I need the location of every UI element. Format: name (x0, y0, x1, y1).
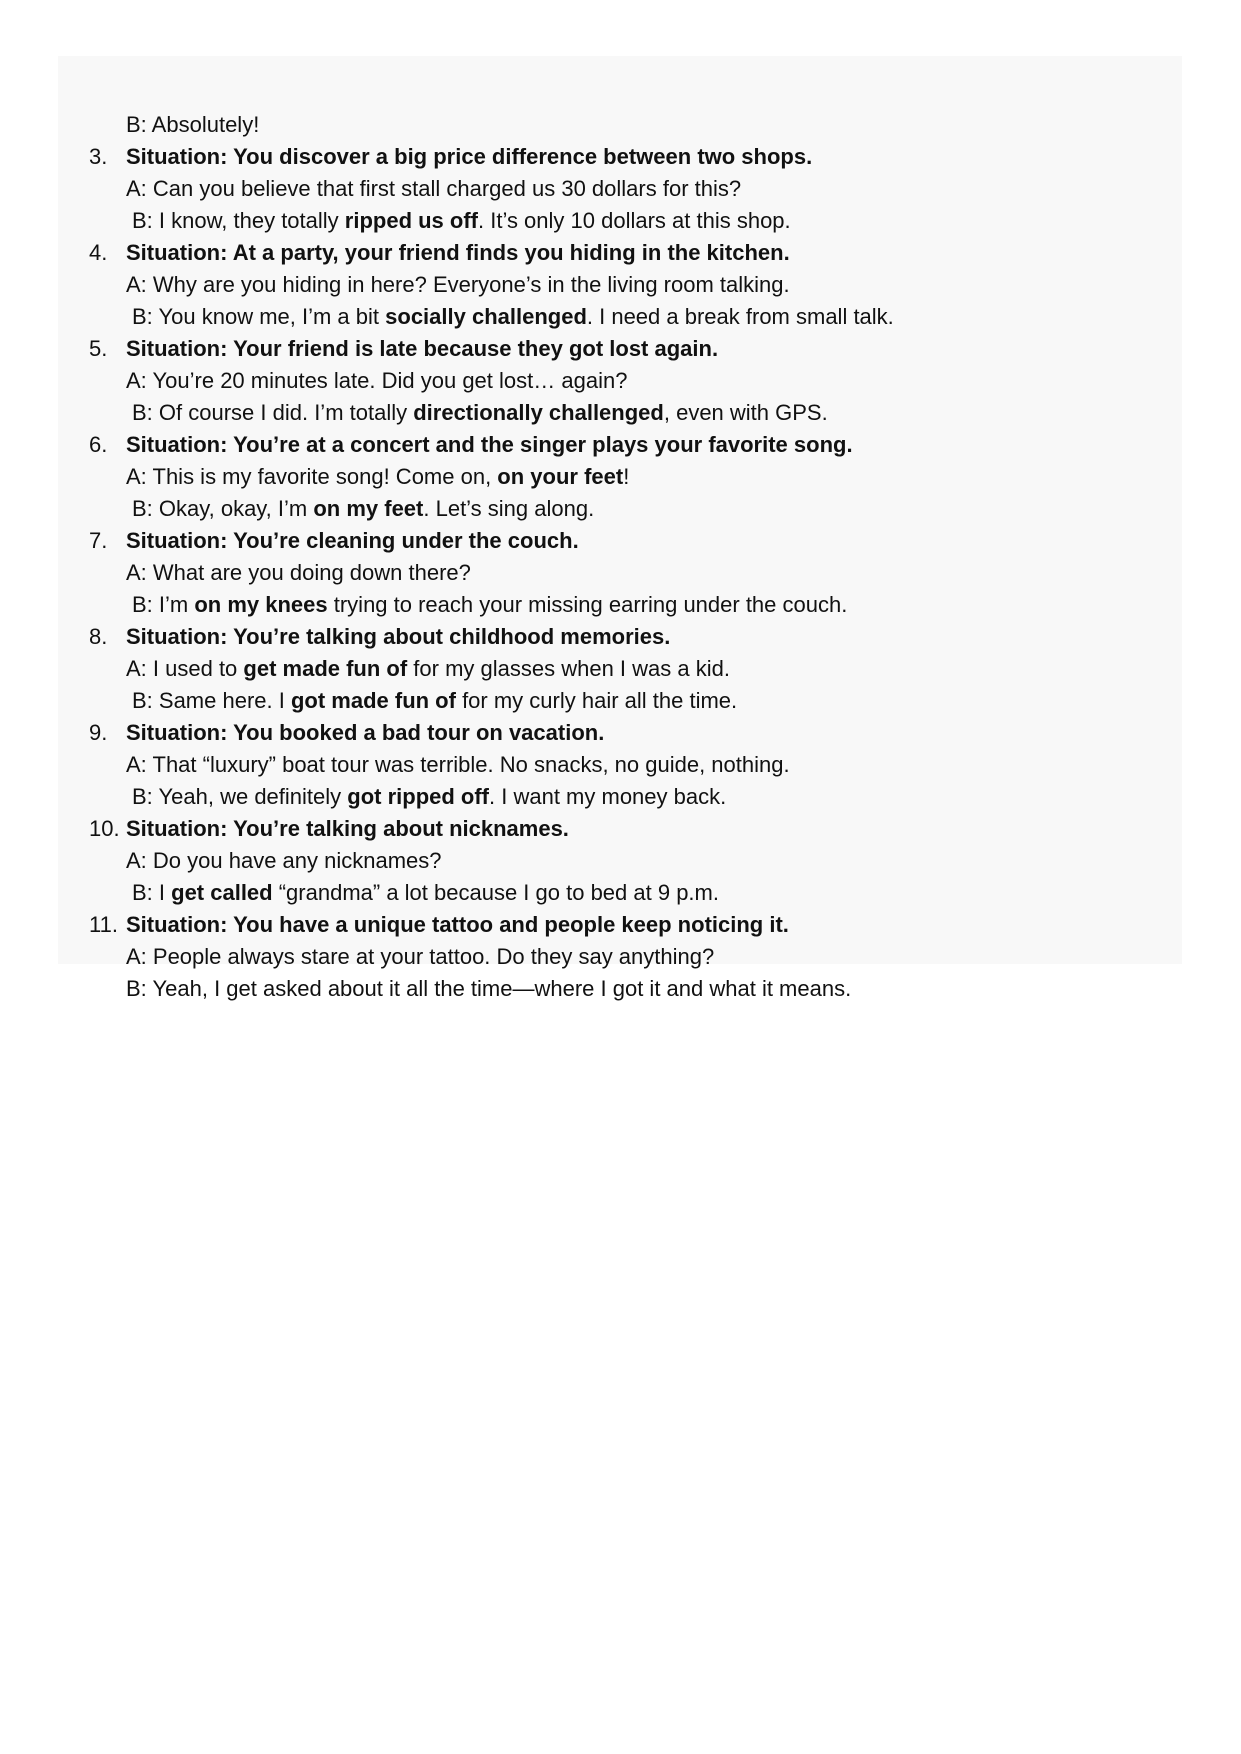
dialogue-list (58, 109, 1182, 1005)
speaker-a-line-text (126, 269, 790, 301)
speaker-b-line-text (132, 493, 594, 525)
highlighted-phrase: on my feet (313, 496, 424, 521)
highlighted-phrase: directionally challenged (413, 400, 664, 425)
situation-line (58, 333, 1182, 365)
situation-heading: Situation: You’re talking about nicknames. (126, 816, 569, 841)
speaker-b-line-text (126, 973, 851, 1005)
text-segment: B: I’m (132, 592, 195, 617)
item-number: 5. (89, 336, 108, 361)
highlighted-phrase: on your feet (497, 464, 624, 489)
situation-heading: Situation: You discover a big price difference between two shops. (126, 144, 813, 169)
speaker-b-line (58, 589, 1182, 621)
situation-heading: Situation: You’re talking about childhood memories. (126, 624, 671, 649)
item-number: 7. (89, 528, 108, 553)
speaker-a-line (58, 557, 1182, 589)
situation-line (58, 525, 1182, 557)
situation-heading: Situation: Your friend is late because they got lost again. (126, 336, 719, 361)
speaker-b-line (58, 397, 1182, 429)
text-segment: ! (623, 464, 630, 489)
speaker-b-line-text (132, 781, 726, 813)
situation-line (58, 429, 1182, 461)
text-segment: A: Do you have any nicknames? (126, 848, 442, 873)
text-segment: A: Why are you hiding in here? Everyone’s in the living room talking. (126, 272, 790, 297)
speaker-a-line-text (126, 461, 629, 493)
text-segment: B: I (132, 880, 172, 905)
highlighted-phrase: got ripped off (347, 784, 490, 809)
speaker-b-line (58, 973, 1182, 1005)
speaker-a-line-text (126, 173, 741, 205)
speaker-b-line (58, 781, 1182, 813)
speaker-b-line (58, 877, 1182, 909)
text-segment: A: People always stare at your tattoo. Do they say anything? (126, 944, 715, 969)
text-segment: . It’s only 10 dollars at this shop. (478, 208, 791, 233)
text-segment: for my glasses when I was a kid. (407, 656, 730, 681)
text-segment: B: Yeah, I get asked about it all the time—where I got it and what it means. (126, 976, 852, 1001)
situation-line (58, 237, 1182, 269)
text-segment: A: You’re 20 minutes late. Did you get lost… again? (126, 368, 628, 393)
speaker-a-line-text (126, 845, 442, 877)
text-segment: B: Of course I did. I’m totally (132, 400, 414, 425)
text-segment: “grandma” a lot because I go to bed at 9 p.m. (272, 880, 719, 905)
speaker-b-line-text (132, 685, 737, 717)
speaker-b-line (58, 685, 1182, 717)
text-segment: B: Same here. I (132, 688, 291, 713)
item-number: 3. (89, 144, 108, 169)
text-segment: . I want my money back. (489, 784, 727, 809)
speaker-a-line (58, 365, 1182, 397)
text-segment: A: What are you doing down there? (126, 560, 471, 585)
situation-heading: Situation: At a party, your friend finds you hiding in the kitchen. (126, 240, 790, 265)
speaker-a-line-text (126, 653, 730, 685)
item-number: 11. (89, 912, 118, 937)
situation-heading: Situation: You’re at a concert and the singer plays your favorite song. (126, 432, 853, 457)
item-number: 8. (89, 624, 108, 649)
highlighted-phrase: get made fun of (243, 656, 408, 681)
situation-heading: Situation: You have a unique tattoo and people keep noticing it. (126, 912, 789, 937)
speaker-a-line (58, 269, 1182, 301)
speaker-a-line (58, 653, 1182, 685)
speaker-b-line-text (126, 109, 259, 141)
text-segment: for my curly hair all the time. (455, 688, 738, 713)
text-segment: A: Can you believe that first stall charged us 30 dollars for this? (126, 176, 742, 201)
situation-heading: Situation: You’re cleaning under the couch. (126, 528, 579, 553)
item-number: 6. (89, 432, 108, 457)
highlighted-phrase: ripped us off (344, 208, 478, 233)
speaker-b-line-text (132, 397, 828, 429)
speaker-a-line-text (126, 557, 471, 589)
highlighted-phrase: got made fun of (290, 688, 456, 713)
speaker-a-line-text (126, 941, 714, 973)
item-number: 4. (89, 240, 108, 265)
text-segment: , even with GPS. (663, 400, 828, 425)
speaker-a-line (58, 845, 1182, 877)
highlighted-phrase: get called (171, 880, 273, 905)
speaker-b-line-text (132, 877, 719, 909)
speaker-b-line-text (132, 205, 791, 237)
speaker-b-line (58, 109, 1182, 141)
text-segment: A: That “luxury” boat tour was terrible. No snacks, no guide, nothing. (126, 752, 790, 777)
situation-line (58, 141, 1182, 173)
speaker-b-line (58, 205, 1182, 237)
speaker-a-line (58, 941, 1182, 973)
speaker-a-line-text (126, 749, 790, 781)
text-segment: A: I used to (126, 656, 244, 681)
text-segment: B: You know me, I’m a bit (132, 304, 386, 329)
highlighted-phrase: socially challenged (385, 304, 587, 329)
text-segment: B: I know, they totally (132, 208, 345, 233)
item-number: 10. (89, 816, 120, 841)
text-segment: . I need a break from small talk. (586, 304, 894, 329)
situation-heading: Situation: You booked a bad tour on vacation. (126, 720, 605, 745)
speaker-b-line-text (132, 589, 847, 621)
item-number: 9. (89, 720, 108, 745)
speaker-a-line (58, 749, 1182, 781)
speaker-a-line (58, 173, 1182, 205)
text-segment: A: This is my favorite song! Come on, (126, 464, 498, 489)
speaker-b-line (58, 493, 1182, 525)
dialogue-panel (58, 56, 1182, 1001)
highlighted-phrase: on my knees (194, 592, 328, 617)
text-segment: trying to reach your missing earring under the couch. (327, 592, 848, 617)
speaker-a-line-text (126, 365, 627, 397)
text-segment: B: Yeah, we definitely (132, 784, 348, 809)
situation-line (58, 909, 1182, 941)
situation-line (58, 717, 1182, 749)
speaker-b-line (58, 301, 1182, 333)
text-segment: . Let’s sing along. (423, 496, 595, 521)
text-segment: B: Absolutely! (126, 112, 260, 137)
situation-line (58, 813, 1182, 845)
situation-line (58, 621, 1182, 653)
text-segment: B: Okay, okay, I’m (132, 496, 314, 521)
speaker-b-line-text (132, 301, 894, 333)
speaker-a-line (58, 461, 1182, 493)
